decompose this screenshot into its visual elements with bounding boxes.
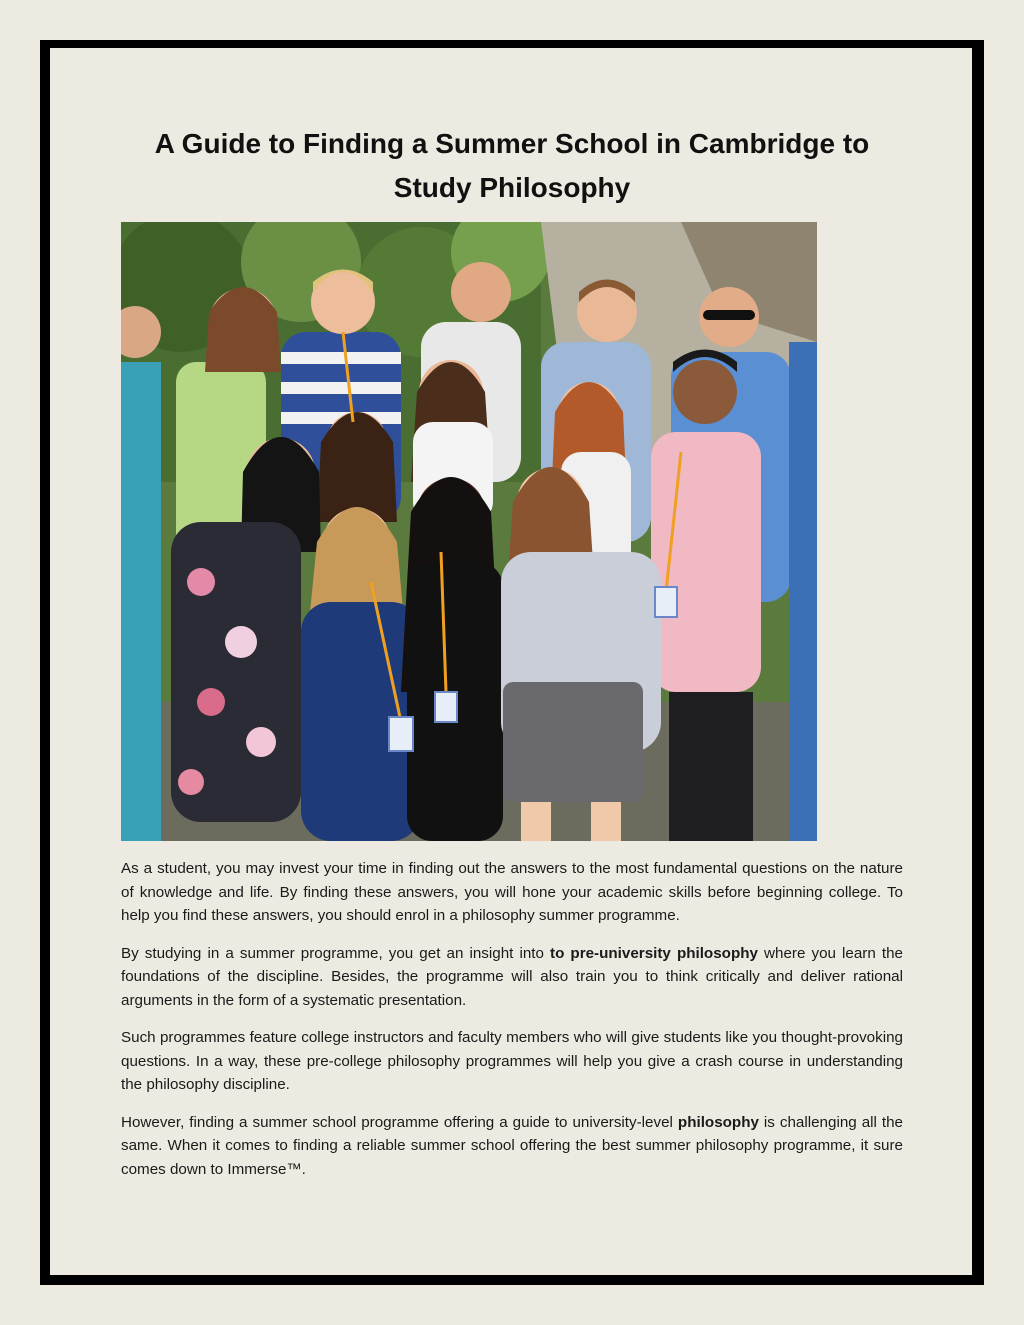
body-text (121, 857, 903, 1195)
paragraph-4-text-after: is challenging all the same. When it comes to finding a reliable summer school offering the best summer philosophy programme, it sure comes down to Immerse™. (121, 1113, 904, 1178)
philosophy-link[interactable]: philosophy (677, 1113, 759, 1131)
paragraph-2-text-after: where you learn the foundations of the discipline. Besides, the programme will also train you to think critically and deliver rational arguments in the form of a systematic presentation. (121, 944, 903, 1009)
group-photo-students (121, 222, 817, 841)
paragraph-3-text: Such programmes feature college instructors and faculty members who will give students like you thought-provoking questions. In a way, these pre-college philosophy programmes will help you give a crash course in understanding the philosophy discipline. (121, 1029, 903, 1093)
paragraph-1-text: As a student, you may invest your time in finding out the answers to the most fundamental questions on the nature of knowledge and life. By finding these answers, you will hone your academic skills before beginning college. To help you find these answers, you should enrol in a philosophy summer programme. (121, 860, 903, 924)
document-title: A Guide to Finding a Summer School in Cambridge to Study Philosophy (154, 128, 870, 203)
paragraph-4 (121, 1111, 903, 1182)
paragraph-2-text-before: By studying in a summer programme, you get an insight into (121, 944, 551, 962)
paragraph-1 (121, 857, 903, 928)
pre-university-philosophy-link[interactable]: to pre-university philosophy (550, 944, 758, 962)
paragraph-2 (121, 942, 903, 1013)
paragraph-3 (121, 1026, 903, 1097)
paragraph-4-text-before: However, finding a summer school programme offering a guide to university-level (121, 1113, 678, 1131)
